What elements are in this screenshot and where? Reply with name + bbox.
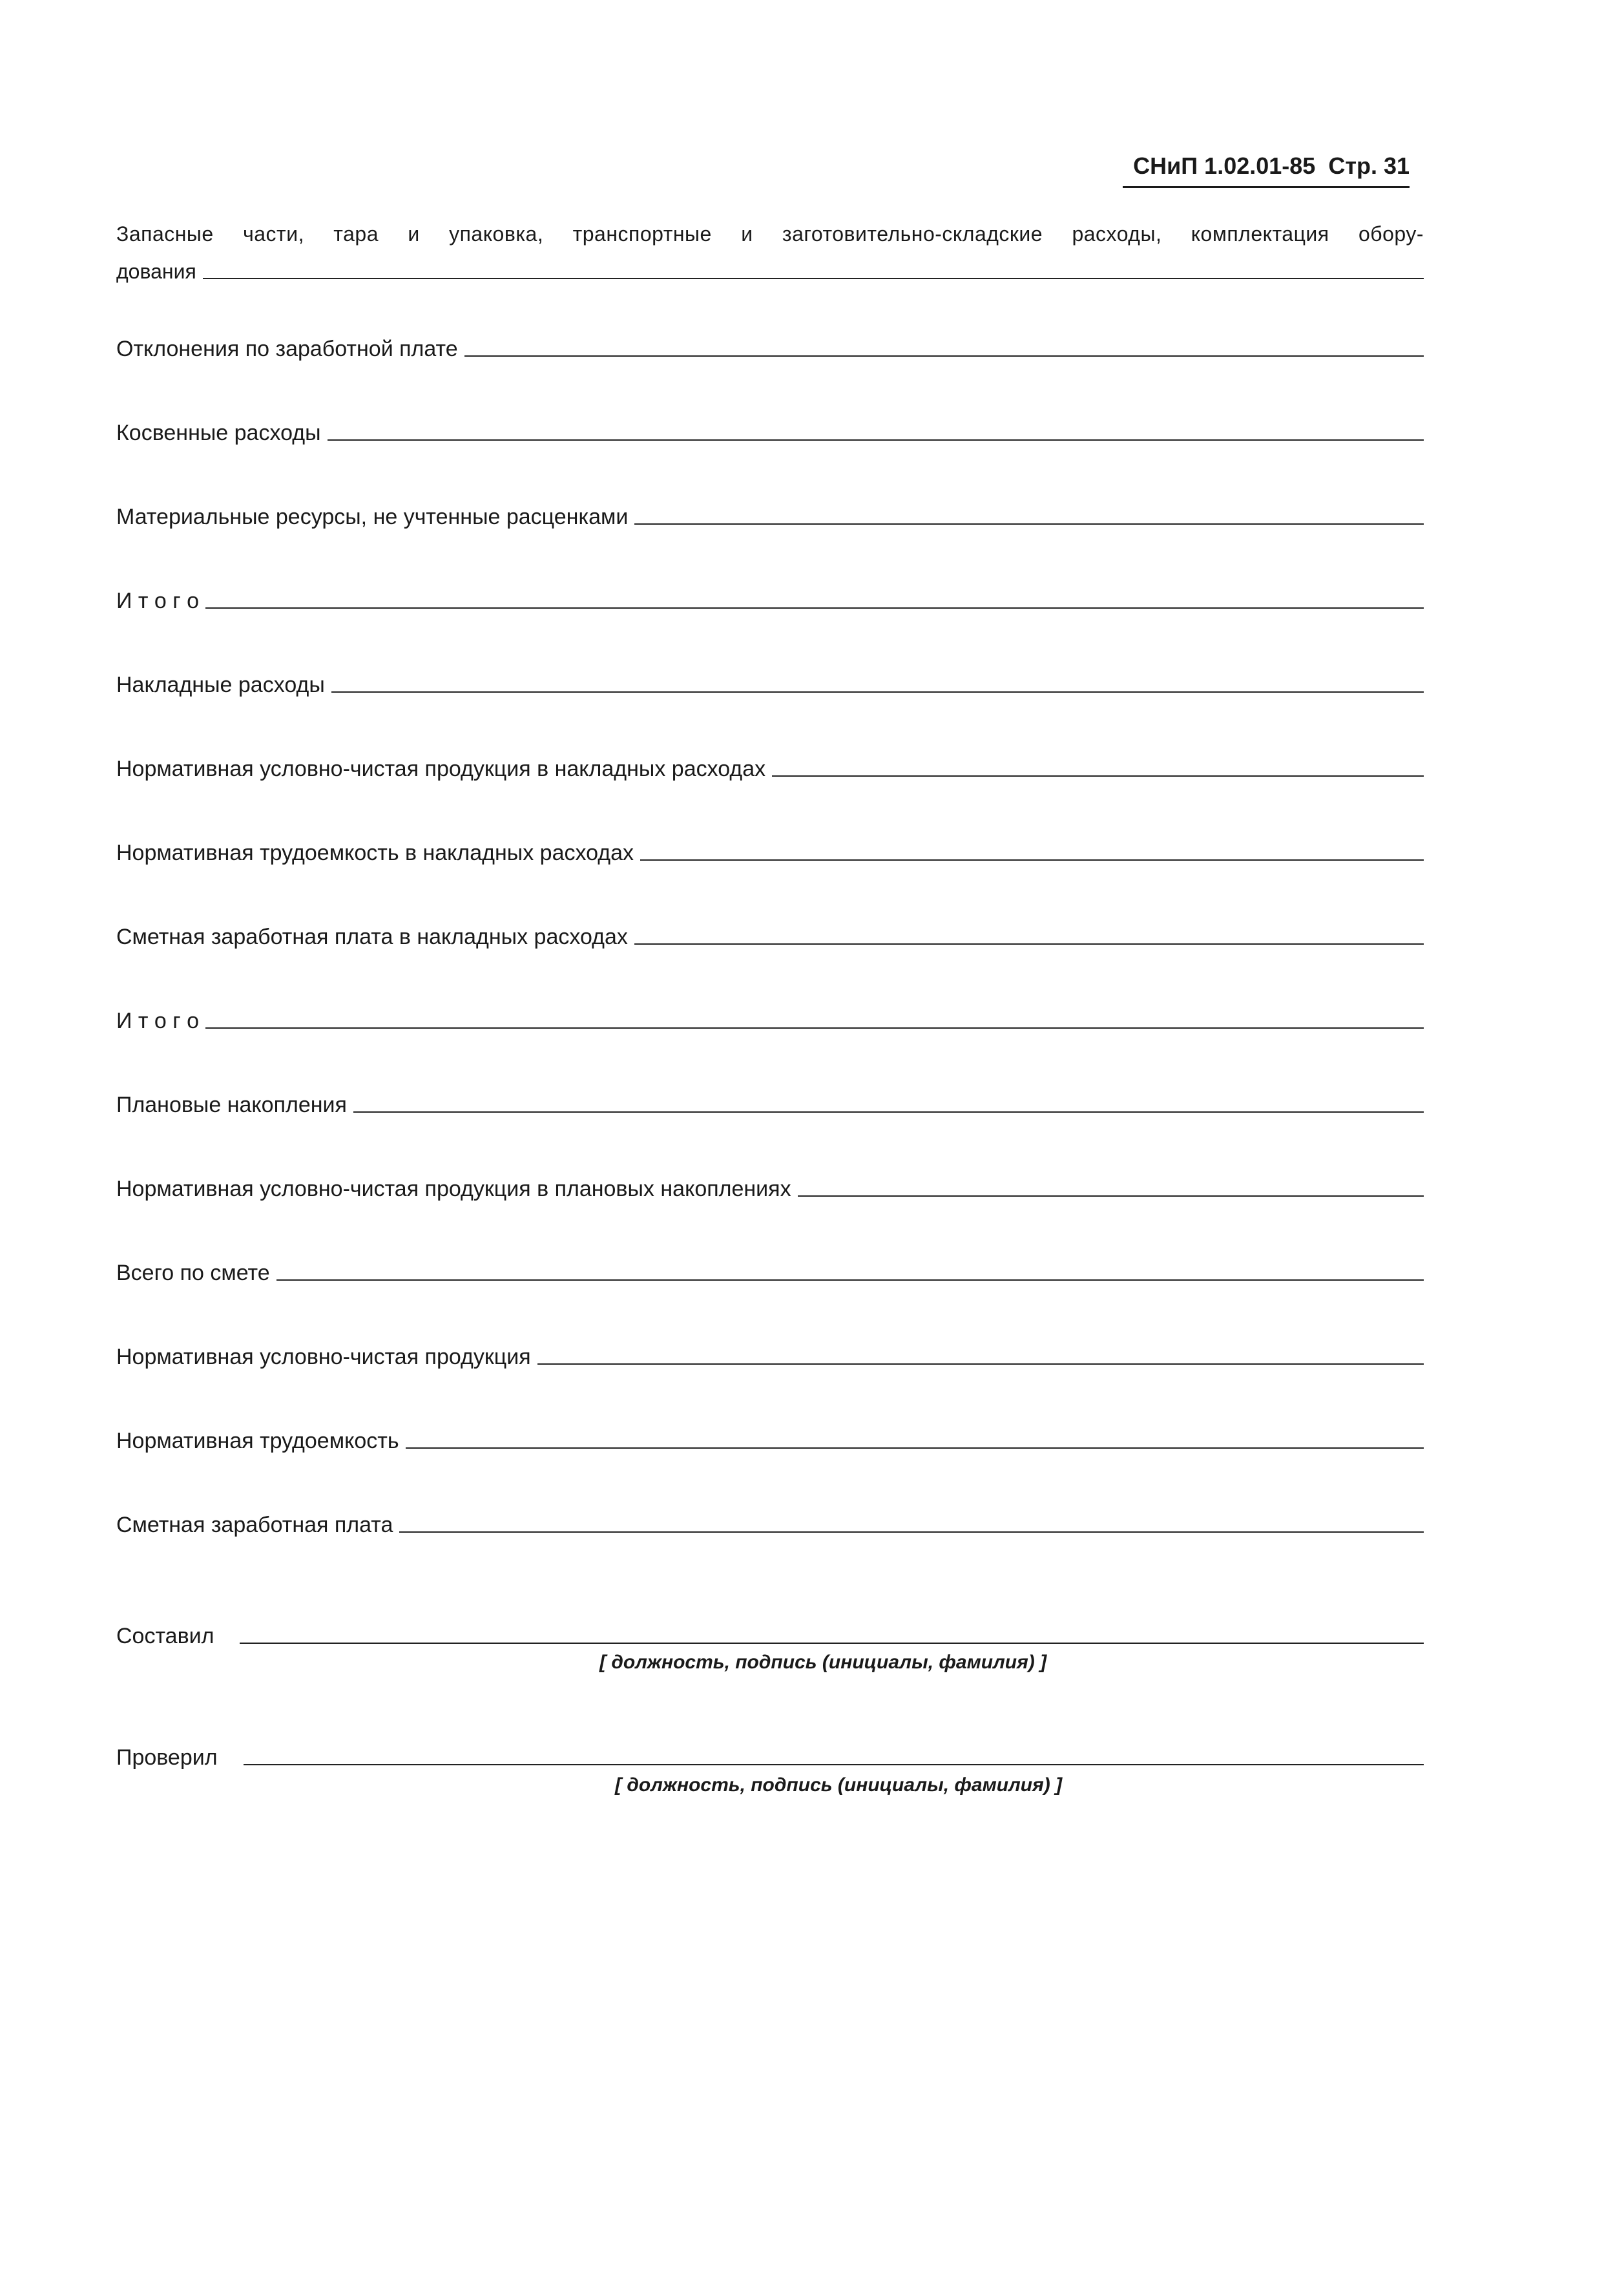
fill-line[interactable] xyxy=(353,1111,1424,1113)
signature-row-compiled xyxy=(116,1615,1424,1649)
form-row xyxy=(116,496,1424,530)
document-code: СНиП 1.02.01-85 xyxy=(1133,152,1316,179)
fill-line[interactable] xyxy=(537,1363,1424,1365)
first-item-line1: Запасные части, тара и упаковка, транспортные и заготовительно-складские расходы, комплектация обору- xyxy=(116,222,1424,246)
form-row xyxy=(116,580,1424,614)
fill-line[interactable] xyxy=(328,439,1424,441)
form-row xyxy=(116,1084,1424,1118)
form-row xyxy=(116,916,1424,950)
row-label: Сметная заработная плата в накладных расходах xyxy=(116,925,628,949)
fill-line[interactable] xyxy=(205,1027,1424,1029)
fill-line[interactable] xyxy=(634,523,1424,525)
signature-caption: [ должность, подпись (инициалы, фамилия) ] xyxy=(615,1774,1063,1796)
signature-line[interactable] xyxy=(244,1764,1424,1765)
form-row xyxy=(116,1420,1424,1454)
form-row xyxy=(116,664,1424,698)
row-label: Нормативная трудоемкость в накладных расходах xyxy=(116,841,634,865)
row-label: Накладные расходы xyxy=(116,673,325,697)
fill-line[interactable] xyxy=(772,775,1424,777)
form-row xyxy=(116,412,1424,446)
form-row xyxy=(116,1000,1424,1034)
form-row xyxy=(116,1252,1424,1286)
row-label: Материальные ресурсы, не учтенные расценками xyxy=(116,505,629,529)
fill-line[interactable] xyxy=(399,1531,1424,1533)
signature-row-checked xyxy=(116,1737,1424,1770)
form-row xyxy=(116,328,1424,362)
form-row xyxy=(116,1336,1424,1370)
row-label: Косвенные расходы xyxy=(116,421,321,445)
signature-line[interactable] xyxy=(240,1643,1424,1644)
page-header xyxy=(1123,152,1410,188)
fill-line[interactable] xyxy=(634,943,1424,945)
row-label: Сметная заработная плата xyxy=(116,1513,393,1537)
row-label: Отклонения по заработной плате xyxy=(116,337,458,361)
form-row xyxy=(116,1168,1424,1202)
row-label: Нормативная условно-чистая продукция в накладных расходах xyxy=(116,757,766,781)
row-label: И т о г о xyxy=(116,589,200,613)
first-item-row xyxy=(116,251,1424,284)
signature-label: Составил xyxy=(116,1624,214,1648)
fill-line[interactable] xyxy=(464,355,1424,357)
fill-line[interactable] xyxy=(203,278,1424,279)
page-number: Стр. 31 xyxy=(1328,152,1410,179)
fill-line[interactable] xyxy=(406,1447,1424,1449)
fill-line[interactable] xyxy=(276,1279,1424,1281)
fill-line[interactable] xyxy=(640,859,1424,861)
form-row xyxy=(116,1504,1424,1538)
row-label: Плановые накопления xyxy=(116,1093,347,1117)
fill-line[interactable] xyxy=(798,1195,1424,1197)
row-label: И т о г о xyxy=(116,1009,200,1033)
row-label: Нормативная условно-чистая продукция в плановых накоплениях xyxy=(116,1177,791,1201)
form-row xyxy=(116,748,1424,782)
row-label: Нормативная условно-чистая продукция xyxy=(116,1345,531,1369)
first-item-line2: дования xyxy=(116,260,196,283)
row-label: Нормативная трудоемкость xyxy=(116,1429,399,1453)
row-label: Всего по смете xyxy=(116,1261,270,1285)
form-row xyxy=(116,832,1424,866)
signature-caption: [ должность, подпись (инициалы, фамилия) ] xyxy=(599,1652,1047,1673)
fill-line[interactable] xyxy=(331,691,1424,693)
fill-line[interactable] xyxy=(205,607,1424,609)
signature-label: Проверил xyxy=(116,1745,218,1770)
